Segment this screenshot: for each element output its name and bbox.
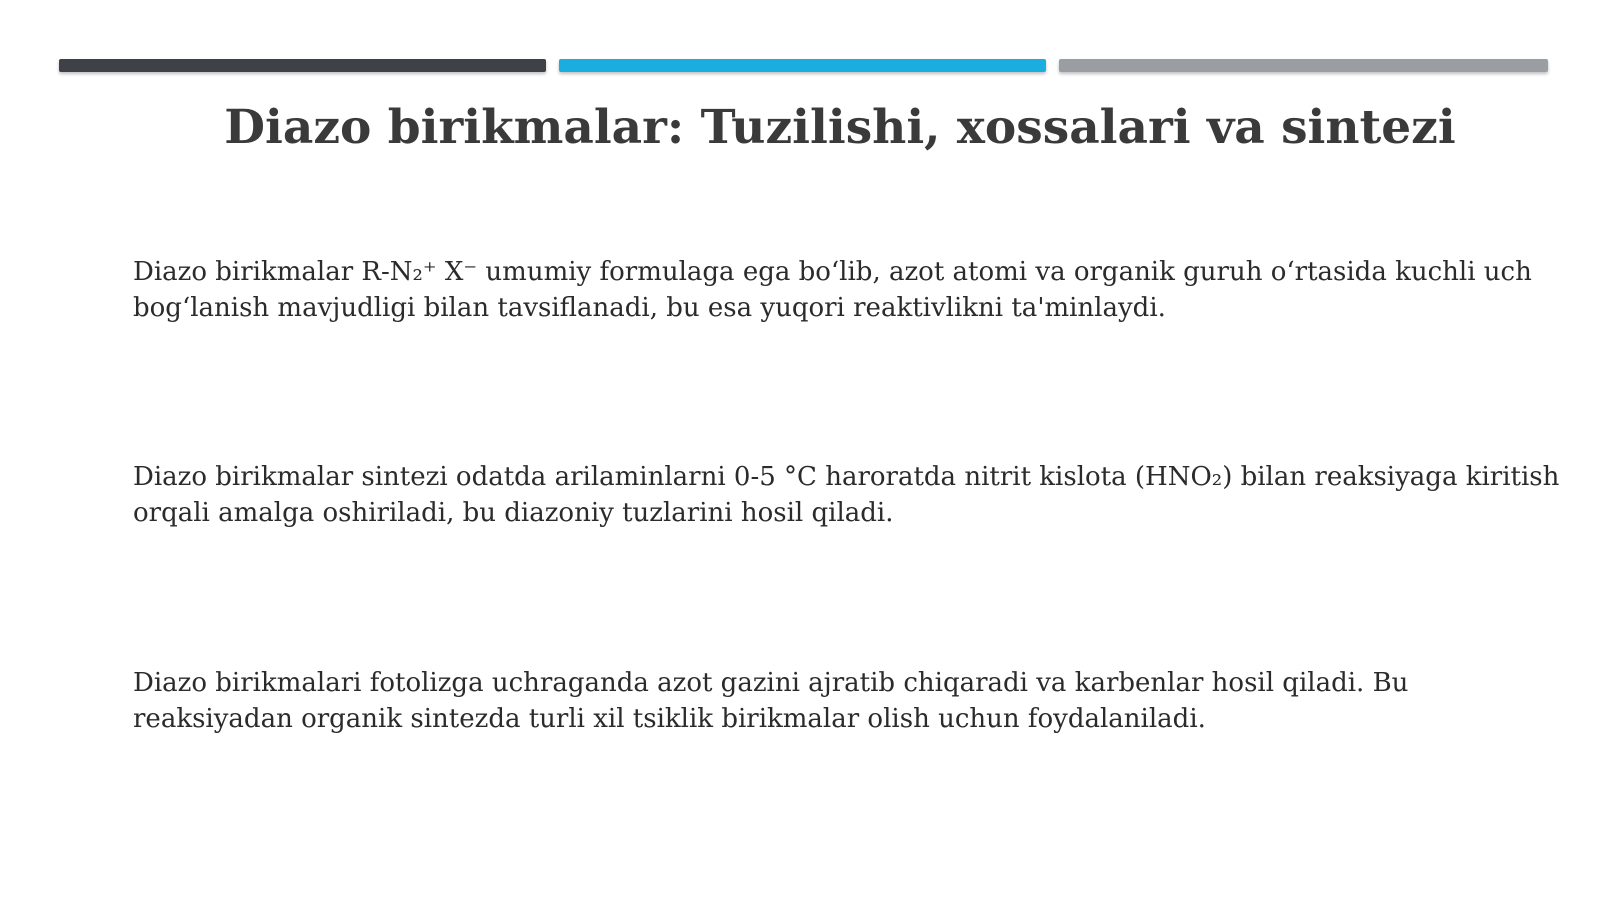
paragraph-synthesis: Diazo birikmalar sintezi odatda arilaminlarni 0-5 °C haroratda nitrit kislota (HNO₂) bilan reaksiyaga kiritish orqali amalga oshiriladi, bu diazoniy tuzlarini hosil qiladi. (133, 462, 1560, 528)
paragraph-photolysis: Diazo birikmalari fotolizga uchraganda azot gazini ajratib chiqaradi va karbenlar hosil qiladi. Bu reaksiyadan organik sintezda turli xil tsiklik birikmalar olish uchun foydalaniladi. (133, 668, 1409, 734)
slide-title: Diazo birikmalar: Tuzilishi, xossalari va sintezi (224, 100, 1456, 155)
accent-bar-blue (559, 59, 1046, 72)
accent-bar-dark (59, 59, 546, 72)
accent-bar-gray (1059, 59, 1548, 72)
paragraph-structure: Diazo birikmalar R-N₂⁺ X⁻ umumiy formulaga ega bo‘lib, azot atomi va organik guruh o‘rtasida kuchli uch bog‘lanish mavjudligi bilan tavsiflanadi, bu esa yuqori reaktivlikni ta'minlaydi. (133, 257, 1532, 323)
